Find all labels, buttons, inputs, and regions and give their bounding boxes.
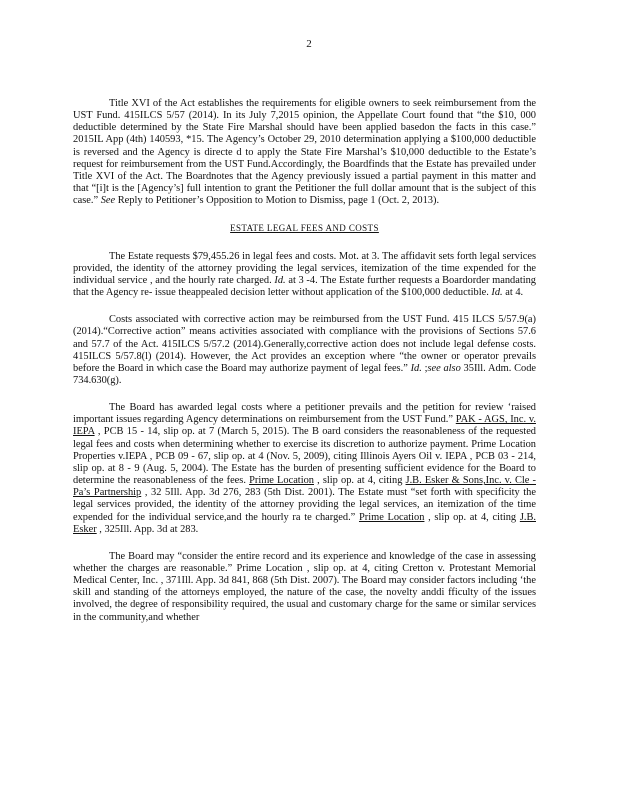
case-name: J.B. Esker bbox=[73, 511, 536, 535]
paragraph-estate-requests bbox=[73, 251, 536, 300]
citation-signal: Id. bbox=[274, 274, 286, 286]
citation-signal: see also bbox=[427, 362, 461, 374]
case-name: Prime Location bbox=[358, 511, 425, 523]
paragraph-text: Title XVI of the Act establishes the requirements for eligible owners to seek reimbursement from the UST Fund. 415ILCS 5/57 (2014). In its July 7,2015 opinion, the Appellate Court found that “the $10, 000 deductible determined by the State Fire Marshal should have been applied basedon the facts in this case.” 2015IL App (4th) 140593, *15. The Agency’s October 29, 2010 determination applying a $100,000 deductible is reversed and the Agency is directe d to apply the State Fire Marshal’s $10,000 deductible to the Estate’s request for reimbursement from the UST Fund.Accordingly, the Boardfinds that the Estate has prevailed under Title XVI of the Act. The Boardnotes that the Agency previously issued a partial payment in this matter and that “[i]t is the [Agency’s] full intention to grant the Petitioner the full dollar amount that is the subject of this case.” bbox=[73, 98, 536, 207]
paragraph-board-consider bbox=[73, 551, 536, 624]
paragraph-text: The Estate requests $79,455.26 in legal fees and costs. Mot. at 3. The affidavit sets forth legal services provided, the identity of the attorney providing the legal services, itemization of the time expended for the individual service , and the hourly rate charged. bbox=[73, 250, 536, 286]
case-name: Prime Location bbox=[249, 475, 314, 487]
paragraph-text: at 4. bbox=[502, 287, 524, 299]
citation-signal: Id. bbox=[491, 287, 503, 299]
paragraph-text: , 32 5Ill. App. 3d 276, 283 (5th Dist. 2001). The Estate must “set forth with specificity the legal services provided, the identity of the attorney providing the legal services, an itemization of the time expended for the individual service,and the hourly ra te charged.” bbox=[73, 487, 536, 523]
citation-signal: Id. bbox=[410, 362, 422, 374]
paragraph-text: , slip op. at 4, citing bbox=[313, 475, 406, 487]
page-number: 2 bbox=[306, 38, 312, 50]
paragraph-corrective-action-costs bbox=[73, 314, 536, 387]
section-heading: ESTATE LEGAL FEES AND COSTS bbox=[230, 223, 379, 234]
paragraph-text: , PCB 15 - 14, slip op. at 7 (March 5, 2015). The B oard considers the reasonableness of the requested legal fees and costs when determining whether to exercise its discretion to authorize payment. Prime Location Properties v.IEPA , PCB 09 - 67, slip op. at 4 (Nov. 5, 2009), citing Illinois Ayers Oil v. IEPA , PCB 03 - 214, slip op. at 8 - 9 (Aug. 5, 2004). The Estate has the burden of presenting sufficient evidence for the Board to determine the reasonableness of the fees. bbox=[73, 426, 536, 487]
paragraph-text: Reply to Petitioner’s Opposition to Motion to Dismiss, page 1 (Oct. 2, 2013). bbox=[115, 195, 440, 207]
case-name: J.B. Esker & Sons,Inc. v. Cle -Pa’s Partnership bbox=[73, 475, 536, 499]
paragraph-legal-costs-awarded bbox=[73, 402, 536, 536]
paragraph-text: The Board has awarded legal costs where a petitioner prevails and the petition for review ‘raised important issues regarding Agency determinations on reimbursement from the UST Fund.” bbox=[73, 402, 536, 426]
paragraph-text: 35Ill. Adm. Code 734.630(g). bbox=[73, 362, 536, 386]
paragraph-text: Costs associated with corrective action may be reimbursed from the UST Fund. 415 ILCS 5/57.9(a) (2014).“Corrective action” means activities associated with compliance with the provisions of Sections 57.6 and 57.7 of the Act. 415ILCS 5/57.2 (2014).Generally,corrective action does not include legal defense costs. 415ILCS 5/57.8(l) (2014). However, the Act provides an exception where “the owner or operator prevails before the Board in which case the Board may authorize payment of legal fees.” bbox=[73, 314, 536, 374]
document-body bbox=[73, 98, 536, 639]
paragraph-text: ; bbox=[421, 362, 428, 374]
paragraph-text: at 3 -4. The Estate further requests a Boardorder mandating that the Agency re- issue theappealed decision letter without application of the $100,000 deductible. bbox=[73, 274, 536, 299]
citation-signal: See bbox=[100, 195, 116, 207]
paragraph-title-xvi bbox=[73, 98, 536, 207]
paragraph-text: , 325Ill. App. 3d at 283. bbox=[96, 523, 199, 535]
case-name: PAK - AGS, Inc. v. IEPA bbox=[73, 414, 536, 438]
paragraph-text: , slip op. at 4, citing bbox=[424, 511, 520, 523]
paragraph-text: The Board may “consider the entire record and its experience and knowledge of the case in assessing whether the charges are reasonable.” Prime Location , slip op. at 4, citing Cretton v. Protestant Memorial Medical Center, Inc. , 371Ill. App. 3d 841, 868 (5th Dist. 2007). The Board may consider factors including ‘the skill and standing of the attorneys employed, the nature of the case, the novelty anddi fficulty of the issues involved, the degree of responsibility required, the usual and customary charge for the same or similar services in the community,and whether bbox=[73, 550, 536, 623]
